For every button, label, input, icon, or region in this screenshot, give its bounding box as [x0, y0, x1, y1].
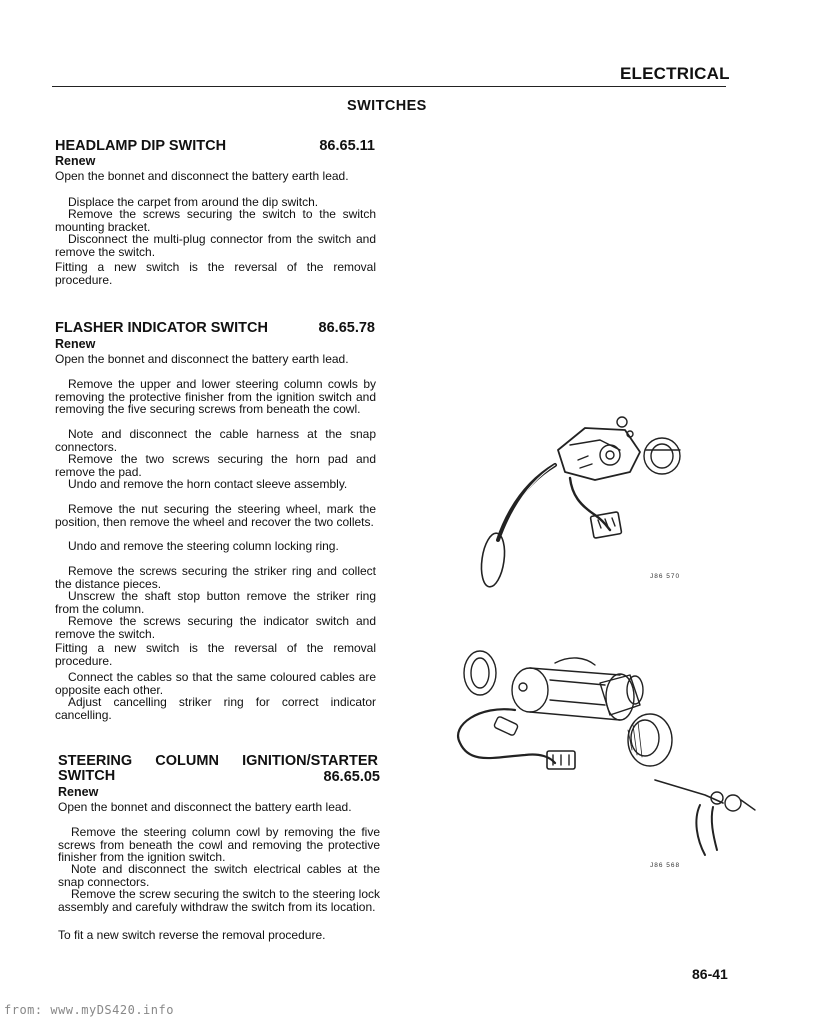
indicator-switch-illustration: [460, 410, 690, 590]
section-heading: ELECTRICAL: [620, 64, 730, 83]
section-title-flasher: FLASHER INDICATOR SWITCH: [55, 320, 268, 336]
ignition-switch-illustration: [455, 645, 775, 870]
header-rule: [52, 86, 726, 87]
section-code-headlamp: 86.65.11: [319, 138, 375, 154]
paragraph: Adjust cancelling striker ring for correct indicator cancelling.: [55, 695, 376, 722]
paragraph: Remove the nut securing the steering wheel, mark the position, then remove the wheel and recover the two collets.: [55, 502, 376, 529]
subheading-renew: Renew: [55, 337, 96, 351]
paragraph: Remove the screws securing the striker ring and collect the distance pieces.: [55, 564, 376, 591]
paragraph: Remove the upper and lower steering column cowls by removing the protective finisher from the ignition switch and removing the five securing screws from beneath the cowl.: [55, 377, 376, 417]
section-code-ignition: 86.65.05: [323, 769, 380, 785]
paragraph: Open the bonnet and disconnect the battery earth lead.: [58, 800, 352, 814]
paragraph: Fitting a new switch is the reversal of the removal procedure.: [55, 260, 376, 287]
paragraph: Open the bonnet and disconnect the battery earth lead.: [55, 169, 349, 183]
paragraph: Remove the two screws securing the horn pad and remove the pad.: [55, 452, 376, 479]
paragraph: Undo and remove the horn contact sleeve assembly.: [68, 477, 348, 491]
paragraph: Note and disconnect the switch electrical cables at the snap connectors.: [58, 862, 380, 889]
paragraph: Unscrew the shaft stop button remove the striker ring from the column.: [55, 589, 376, 616]
paragraph: Remove the screws securing the indicator switch and remove the switch.: [55, 614, 376, 641]
paragraph: Remove the screws securing the switch to the switch mounting bracket.: [55, 207, 376, 234]
paragraph: Connect the cables so that the same coloured cables are opposite each other.: [55, 670, 376, 697]
paragraph: Remove the screw securing the switch to the steering lock assembly and carefuly withdraw the switch from its location.: [58, 887, 380, 914]
paragraph: Open the bonnet and disconnect the battery earth lead.: [55, 352, 349, 366]
paragraph: Remove the steering column cowl by removing the five screws from beneath the cowl and removing the protective finisher from the ignition switch.: [58, 825, 380, 865]
subheading-renew: Renew: [55, 154, 96, 168]
figure-caption-1: J86 570: [650, 573, 681, 580]
paragraph: To fit a new switch reverse the removal procedure.: [58, 928, 326, 942]
watermark: from: www.myDS420.info: [4, 1003, 174, 1017]
paragraph: Fitting a new switch is the reversal of the removal procedure.: [55, 641, 376, 668]
paragraph: Note and disconnect the cable harness at the snap connectors.: [55, 427, 376, 454]
paragraph: Displace the carpet from around the dip switch.: [68, 195, 319, 209]
section-title-ignition: STEERING COLUMN IGNITION/STARTER SWITCH: [58, 753, 378, 784]
paragraph: Undo and remove the steering column locking ring.: [68, 539, 339, 553]
subheading-renew: Renew: [58, 785, 99, 799]
figure-caption-2: J86 568: [650, 862, 681, 869]
paragraph: Disconnect the multi-plug connector from the switch and remove the switch.: [55, 232, 376, 259]
page-title: SWITCHES: [347, 98, 427, 114]
section-title-headlamp: HEADLAMP DIP SWITCH: [55, 138, 227, 154]
section-code-flasher: 86.65.78: [318, 320, 375, 336]
page-number: 86-41: [692, 966, 728, 982]
